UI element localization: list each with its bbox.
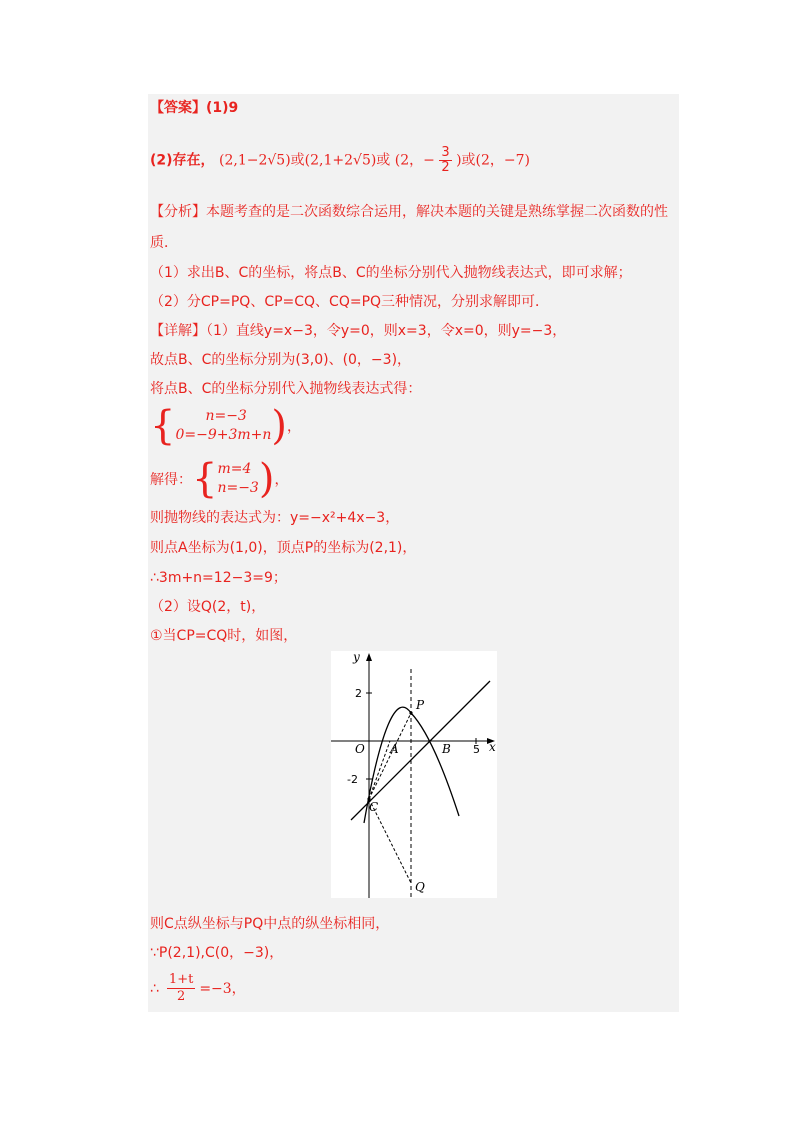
fraction-1-plus-t-over-2 [167,972,195,1005]
solution-case-1: ①当CP=CQ时，如图， [150,628,298,644]
solution-line-1: 【详解】（1）直线y=x−3，令y=0，则x=3，令x=0，则y=−3， [150,323,567,339]
answer-part2-line [150,146,530,175]
label-point-b: B [442,742,451,756]
answer-part2-point4: )或(2，−7) [456,152,530,169]
fraction-denominator: 2 [176,989,186,1004]
right-paren-icon: ) [258,456,275,502]
label-origin: O [355,742,365,756]
label-tick-2: 2 [355,687,362,700]
label-tick-5: 5 [473,743,480,756]
y-axis-arrow-icon [366,653,372,661]
solution-part2-q: （2）设Q(2，t)， [150,599,266,615]
analysis-line-1: 【分析】本题考查的是二次函数综合运用，解决本题的关键是熟练掌握二次函数的性 [150,204,668,220]
solution-result-1: ∴3m+n=12−3=9； [150,570,287,586]
system1-row1: n=−3 [205,408,247,424]
answer-part2-label: (2)存在， [150,152,215,169]
solution-case-1-reason: 则C点纵坐标与PQ中点的纵坐标相同， [150,916,390,932]
solution-points-a-p: 则点A坐标为(1,0)，顶点P的坐标为(2,1)， [150,540,417,556]
equation-system-1 [150,403,301,449]
solution-given-points: ∵P(2,1),C(0，−3)， [150,945,284,961]
label-point-c: C [369,800,379,814]
analysis-step-1: （1）求出B、C的坐标，将点B、C的坐标分别代入抛物线表达式，即可求解； [150,265,632,281]
label-point-a: A [390,742,399,756]
fraction-numerator: 1+t [168,972,194,987]
fraction-numerator: 3 [441,145,450,160]
system2-row1: m=4 [217,461,252,477]
solution-parabola-expr: 则抛物线的表达式为：y=−x²+4x−3， [150,510,400,526]
system1-row2: 0=−9+3m+n [175,427,272,443]
analysis-line-2: 质． [150,235,178,251]
analysis-step-2: （2）分CP=PQ、CP=CQ、CQ=PQ三种情况，分别求解即可． [150,294,550,310]
fraction-3-over-2 [439,146,451,175]
parabola-figure [331,651,497,898]
label-x: x [489,740,496,754]
answer-line: 【答案】(1)9 [150,100,239,116]
answer-part2-points: (2,1−2√5)或(2,1+2√5)或 [219,152,391,169]
solution-line-2: 故点B、C的坐标分别为(3,0)、(0，−3)， [150,352,412,368]
label-point-p: P [416,698,425,712]
figure-svg [331,651,497,898]
solution-equation-t [150,972,246,1005]
label-y: y [353,651,360,664]
solution-line-3: 将点B、C的坐标分别代入抛物线表达式得： [150,381,422,397]
system2-row2: n=−3 [217,480,259,496]
therefore-symbol: ∴ [150,980,159,997]
segment-cp-dashed [369,713,411,799]
solve-label: 解得： [150,472,192,488]
equation-rhs: =−3， [199,980,246,997]
system2-comma: ， [274,472,289,488]
answer-part2-point3-open: (2，− [394,152,435,169]
fraction-denominator: 2 [441,160,450,175]
label-point-q: Q [415,880,425,894]
system1-comma: ， [287,419,301,435]
label-tick-neg2: -2 [347,773,358,786]
point-p-marker [409,711,412,714]
left-brace-icon: { [192,456,218,502]
right-paren-icon: ) [271,403,287,449]
left-brace-icon: { [150,403,176,449]
equation-system-2 [150,456,289,502]
